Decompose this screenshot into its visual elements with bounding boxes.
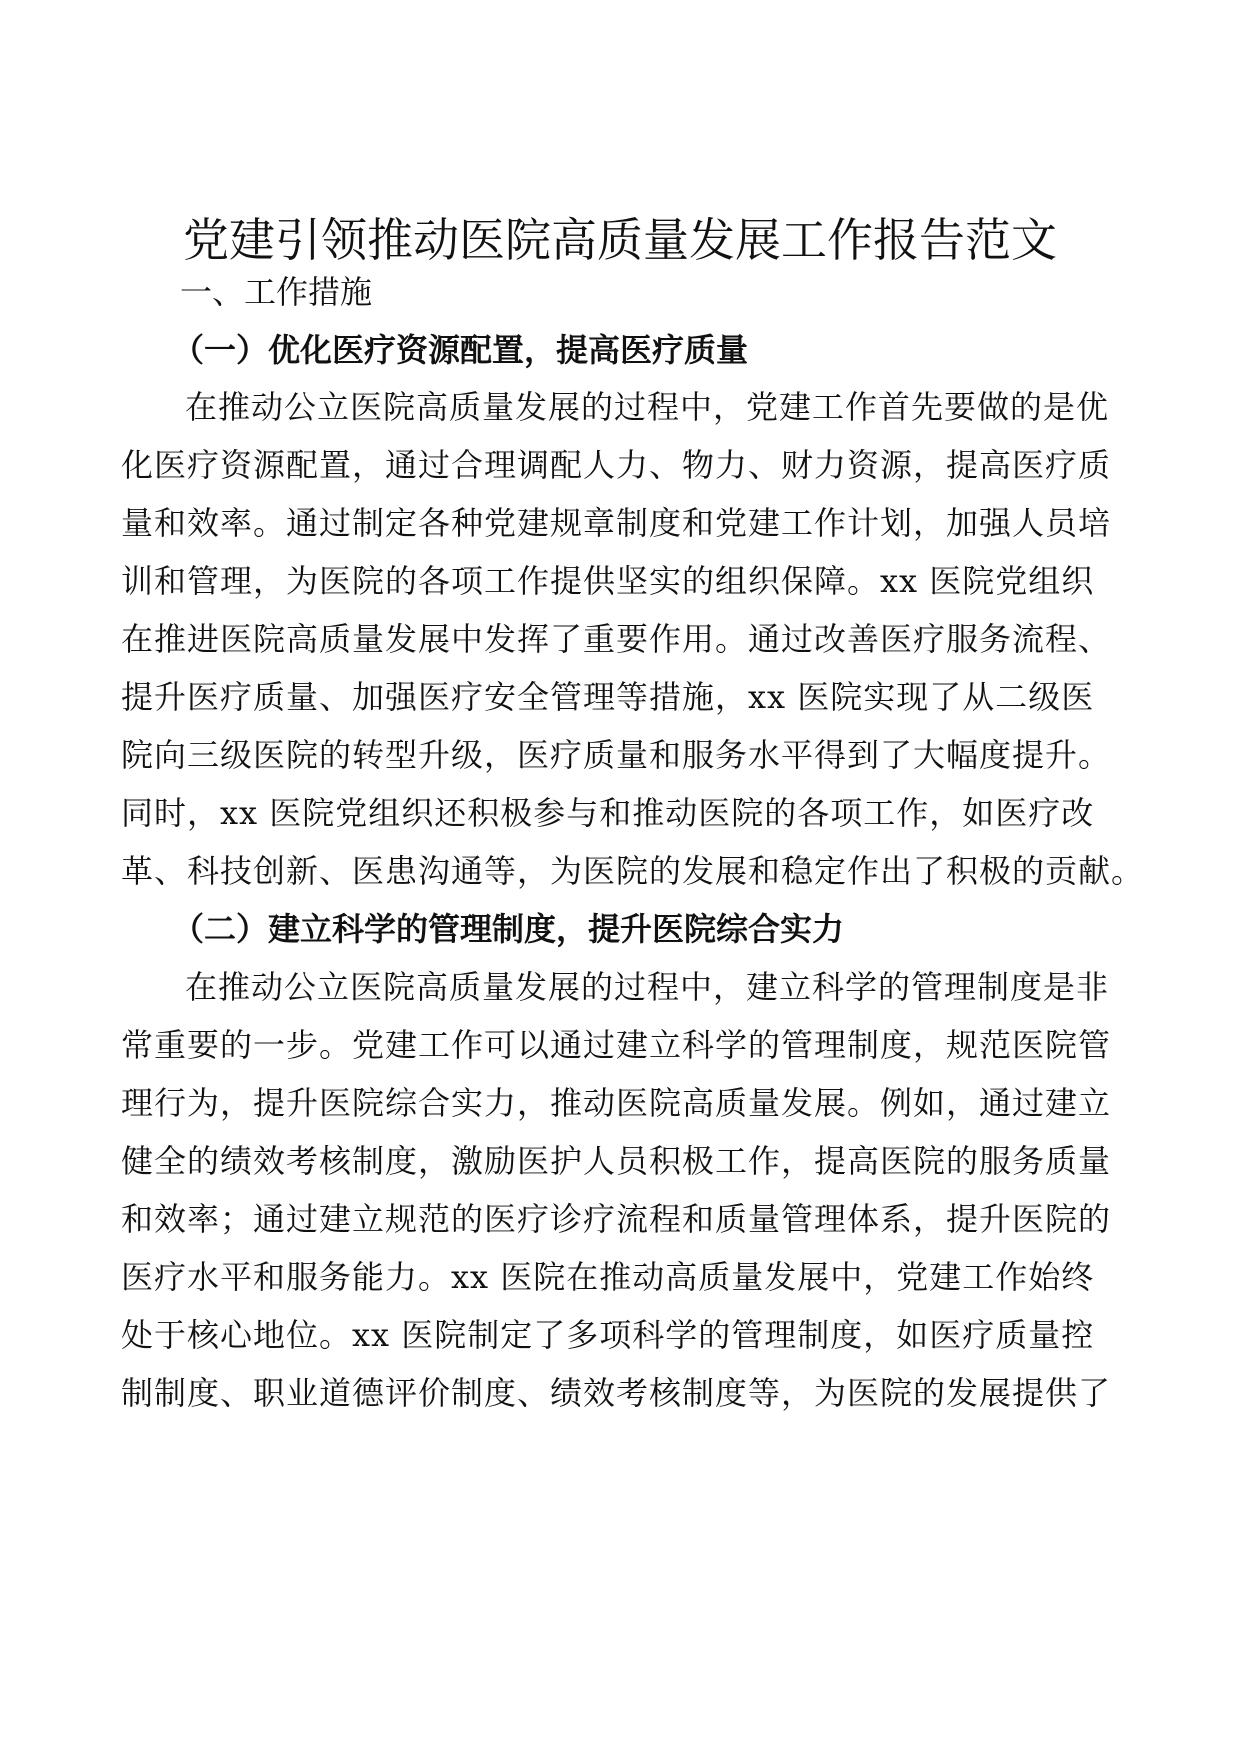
paragraph-line: 理行为，提升医院综合实力，推动医院高质量发展。例如，通过建立: [121, 1084, 1112, 1122]
paragraph-line: 在推动公立医院高质量发展的过程中，党建工作首先要做的是优: [185, 388, 1110, 426]
paragraph-line: 在推进医院高质量发展中发挥了重要作用。通过改善医疗服务流程、: [121, 620, 1112, 658]
paragraph-line: 量和效率。通过制定各种党建规章制度和党建工作计划，加强人员培: [121, 504, 1112, 542]
paragraph-line: 化医疗资源配置，通过合理调配人力、物力、财力资源，提高医疗质: [121, 446, 1112, 484]
subsection-heading-1: （一）优化医疗资源配置，提高医疗质量: [172, 331, 749, 369]
paragraph-line: 制制度、职业道德评价制度、绩效考核制度等，为医院的发展提供了: [121, 1374, 1112, 1412]
paragraph-line: 健全的绩效考核制度，激励医护人员积极工作，提高医院的服务质量: [121, 1142, 1112, 1180]
paragraph-line: 在推动公立医院高质量发展的过程中，建立科学的管理制度是非: [185, 968, 1110, 1006]
paragraph-line: 医疗水平和服务能力。xx 医院在推动高质量发展中，党建工作始终: [121, 1258, 1095, 1296]
section-heading-1: 一、工作措施: [180, 273, 373, 311]
paragraph-line: 处于核心地位。xx 医院制定了多项科学的管理制度，如医疗质量控: [121, 1316, 1095, 1354]
paragraph-line: 和效率；通过建立规范的医疗诊疗流程和质量管理体系，提升医院的: [121, 1200, 1112, 1238]
paragraph-line: 院向三级医院的转型升级，医疗质量和服务水平得到了大幅度提升。: [121, 736, 1112, 774]
paragraph-line: 提升医疗质量、加强医疗安全管理等措施，xx 医院实现了从二级医: [121, 678, 1095, 716]
document-title: 党建引领推动医院高质量发展工作报告范文: [183, 213, 1057, 267]
subsection-heading-2: （二）建立科学的管理制度，提升医院综合实力: [172, 910, 845, 948]
paragraph-line: 同时，xx 医院党组织还积极参与和推动医院的各项工作，如医疗改: [121, 794, 1095, 832]
paragraph-line: 常重要的一步。党建工作可以通过建立科学的管理制度，规范医院管: [121, 1026, 1112, 1064]
paragraph-line: 革、科技创新、医患沟通等，为医院的发展和稳定作出了积极的贡献。: [121, 852, 1145, 890]
paragraph-line: 训和管理，为医院的各项工作提供坚实的组织保障。xx 医院党组织: [121, 562, 1095, 600]
